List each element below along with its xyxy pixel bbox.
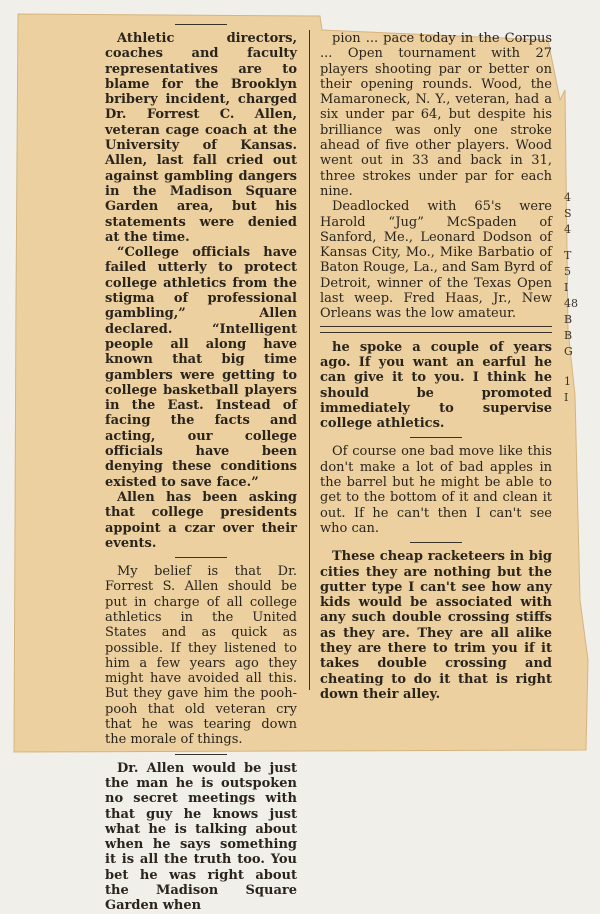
paragraph: Dr. Allen would be just the man he is outspoken no secret meetings with that guy he knows just what he is talking about when he says something it is all the truth too. You bet he was right about the Madison Square Garden when xyxy=(105,760,297,914)
paragraph: he spoke a couple of years ago. If you want an earful he can give it to you. I think he should be promoted immediately to supervise college athletics. xyxy=(320,339,552,432)
column-divider xyxy=(175,557,227,558)
paragraph: Of course one bad move like this don't make a lot of bad apples in the barrel but he might be able to get to the bottom of it and clean it out. If he can't then I can't see who can. xyxy=(320,444,552,536)
paragraph: pion ... pace today in the Corpus ... Open tournament with 27 players shooting par or better on their opening rounds. Wood, the Mamaroneck, N. Y., veteran, had a six under par 64, but despite his brilliance was only one stroke ahead of five other players. Wood went out in 33 and back in 31, three strokes under par for each nine. xyxy=(320,31,552,199)
paragraph: Deadlocked with 65's were Harold “Jug” McSpaden of Sanford, Me., Leonard Dodson of Kansas City, Mo., Mike Barbatio of Baton Rouge, La., and Sam Byrd of Detroit, winner of the Texas Open last weep. Fred Haas, Jr., New Orleans was the low amateur. xyxy=(320,199,552,322)
column-divider xyxy=(175,24,227,25)
paragraph: My belief is that Dr. Forrest S. Allen should be put in charge of all college athletics in the United States and as quick as possible. If they listened to him a few years ago they might have avoided all this. But they gave him the pooh-pooh that old veteran cry that he was tearing down the morale of things. xyxy=(105,564,297,748)
paragraph: “College officials have failed utterly to protect college athletics from the stigma of professional gambling,” Allen declared. “Intelligent people all along have known that big time gamblers were getting to college basketball players in the East. Instead of facing the facts and acting, our college officials have been denying these conditions existed to save face.” xyxy=(105,245,297,490)
edge-fragments: 4 S 4 T 5 I 48 B B G 1 I xyxy=(564,191,578,404)
paragraph: Athletic directors, coaches and faculty representatives are to blame for the Brooklyn bribery incident, charged Dr. Forrest C. Allen, veteran cage coach at the University of Kansas. Allen, last fall cried out against gambling dangers in the Madison Square Garden area, but his statements were denied at the time. xyxy=(105,31,297,245)
column-divider xyxy=(410,542,462,543)
column-separator xyxy=(309,30,310,690)
article-block-allen xyxy=(105,31,297,551)
left-column xyxy=(105,24,297,914)
paragraph: Allen has been asking that college presidents appoint a czar over their events. xyxy=(105,489,297,551)
column-divider xyxy=(410,437,462,438)
paragraph: These cheap racketeers in big cities they are nothing but the gutter type I can't see how any kids would be associated with any such double crossing stiffs as they are. They are all alike they are there to trim you if it takes double crossing and cheating to do it that is right down their alley. xyxy=(320,549,552,702)
right-column xyxy=(320,31,552,702)
double-rule xyxy=(320,326,552,340)
column-divider xyxy=(175,754,227,755)
